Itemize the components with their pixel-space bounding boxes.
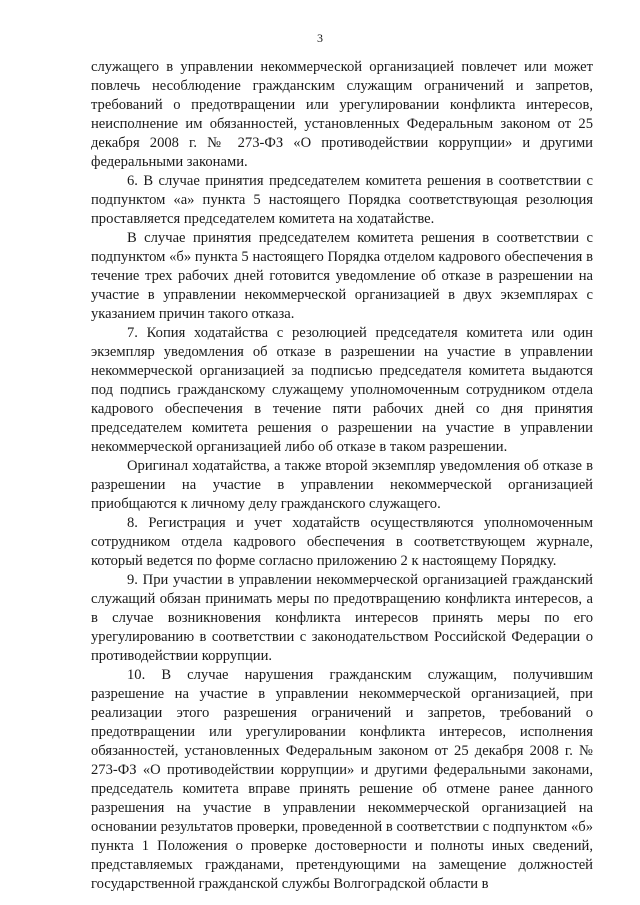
paragraph-10: 10. В случае нарушения гражданским служащим, получившим разрешение на участие в управлении некоммерческой организацией, при реализации этого разрешения ограничений и запретов, требований о предотвращении или урегулировании конфликта интересов, исполнения обязанностей, установленных Федеральным законом от 25 декабря 2008 г. № 273-ФЗ «О противодействии коррупции» и другими федеральными законами, председатель комитета вправе принять решение об отмене ранее данного разрешения на участие в управлении некоммерческой организацией на основании результатов проверки, проведенной в соответствии с подпунктом «б» пункта 1 Положения о проверке достоверности и полноты иных сведений, представляемых гражданами, претендующими на замещение должностей государственной гражданской службы Волгоградской области в xyxy=(91,667,593,892)
paragraph-8: 8. Регистрация и учет ходатайств осуществляются уполномоченным сотрудником отдела кадрового обеспечения в соответствующем журнале, который ведется по форме согласно приложению 2 к настоящему Порядку. xyxy=(91,515,593,569)
paragraph-7: 7. Копия ходатайства с резолюцией председателя комитета или один экземпляр уведомления об отказе в разрешении на участие в управлении некоммерческой организацией за подписью председателя комитета выдаются под подпись гражданскому служащему уполномоченным сотрудником отдела кадрового обеспечения в течение пяти рабочих дней со дня принятия председателем комитета решения о разрешении на участие в управлении некоммерческой организацией либо об отказе в таком разрешении. xyxy=(91,325,593,455)
paragraph-7-original: Оригинал ходатайства, а также второй экземпляр уведомления об отказе в разрешении на участие в управлении некоммерческой организацией приобщаются к личному делу гражданского служащего. xyxy=(91,458,593,512)
paragraph-continuation: служащего в управлении некоммерческой организацией повлечет или может повлечь несоблюдение гражданским служащим ограничений и запретов, требований о предотвращении или урегулировании конфликта интересов, неисполнение им обязанностей, установленных Федеральным законом от 25 декабря 2008 г. № 273-ФЗ «О противодействии коррупции» и другими федеральными законами. xyxy=(91,59,593,170)
paragraph-6: 6. В случае принятия председателем комитета решения в соответствии с подпунктом «а» пункта 5 настоящего Порядка соответствующая резолюция проставляется председателем комитета на ходатайстве. xyxy=(91,173,593,227)
paragraph-9: 9. При участии в управлении некоммерческой организацией гражданский служащий обязан принимать меры по предотвращению конфликта интересов, а в случае возникновения конфликта интересов принять меры по его урегулированию в соответствии с законодательством Российской Федерации о противодействии коррупции. xyxy=(91,572,593,664)
page-number: 3 xyxy=(317,31,323,45)
paragraph-6-refusal: В случае принятия председателем комитета решения в соответствии с подпунктом «б» пункта 5 настоящего Порядка отделом кадрового обеспечения в течение трех рабочих дней готовится уведомление об отказе в разрешении на участие в управлении некоммерческой организацией в двух экземплярах с указанием причин такого отказа. xyxy=(91,230,593,322)
document-body xyxy=(91,58,593,894)
